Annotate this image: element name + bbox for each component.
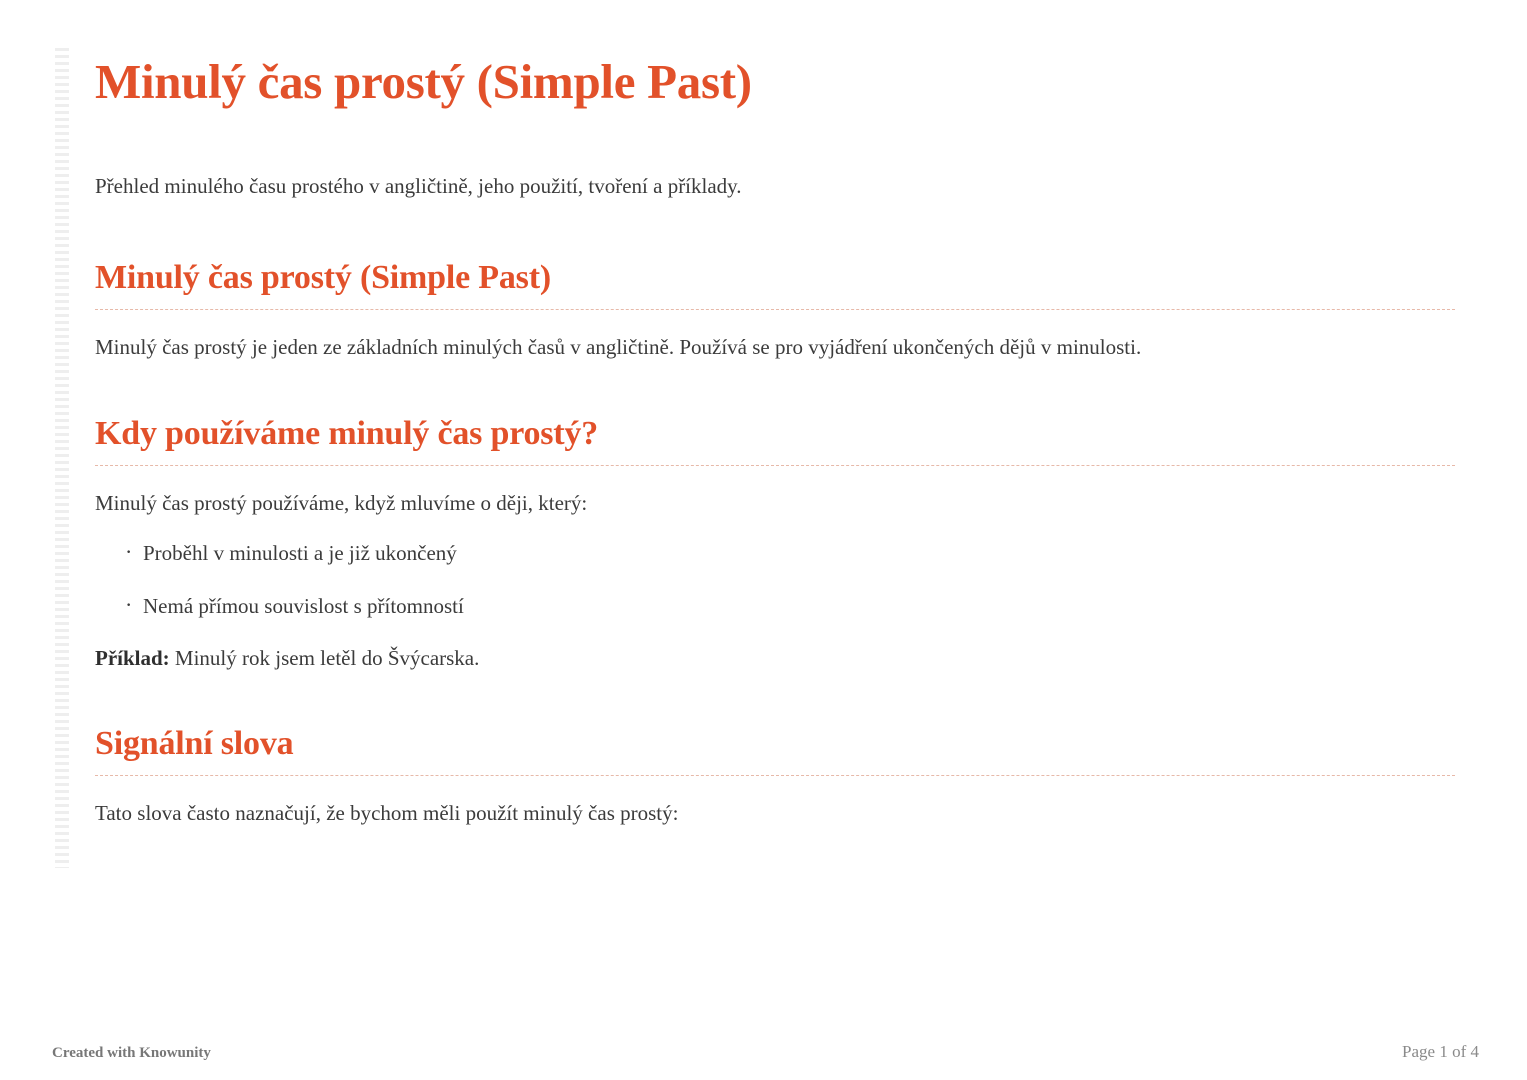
section-paragraph-overview: Minulý čas prostý je jeden ze základních minulých časů v angličtině. Používá se pro vyjádření ukončených dějů v minulosti.	[95, 335, 1142, 360]
section-heading-usage: Kdy používáme minulý čas prostý?	[95, 415, 1455, 466]
usage-bullet-list	[95, 538, 1455, 621]
example-text: Minulý rok jsem letěl do Švýcarska.	[174, 646, 480, 671]
page-edge-decoration	[55, 48, 69, 868]
section-heading-signal-words: Signální slova	[95, 725, 1455, 776]
document-subtitle: Přehled minulého času prostého v angličtině, jeho použití, tvoření a příklady.	[95, 173, 742, 198]
list-item: · Nemá přímou souvislost s přítomností	[125, 591, 1455, 621]
document-content	[95, 55, 1455, 829]
footer-page-number: Page 1 of 4	[1402, 1042, 1479, 1061]
section-heading-overview: Minulý čas prostý (Simple Past)	[95, 259, 1455, 310]
page-title: Minulý čas prostý (Simple Past)	[95, 54, 752, 109]
page-footer	[0, 1018, 1527, 1080]
list-item: · Proběhl v minulosti a je již ukončený	[125, 538, 1455, 568]
section-paragraph-signal-words: Tato slova často naznačují, že bychom měli použít minulý čas prostý:	[95, 801, 679, 826]
section-paragraph-usage: Minulý čas prostý používáme, když mluvíme o ději, který:	[95, 490, 588, 515]
example-line	[95, 643, 1455, 673]
example-label: Příklad:	[95, 646, 170, 671]
footer-brand: Created with Knowunity	[52, 1045, 211, 1061]
